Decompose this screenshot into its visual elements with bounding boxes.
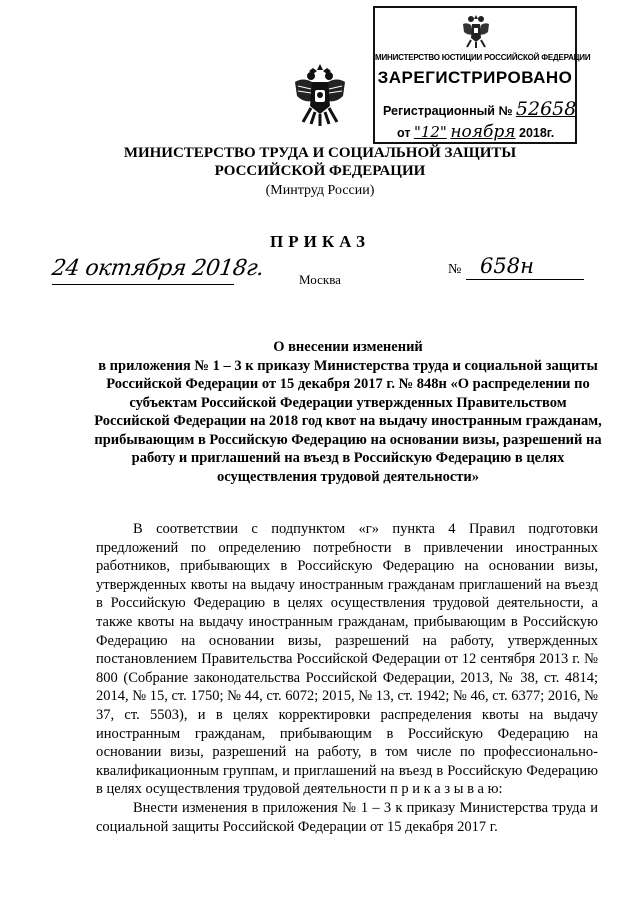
registration-stamp (373, 6, 591, 144)
stamp-date-month: ноября (450, 122, 516, 142)
heading-line1: О внесении изменений (273, 339, 423, 355)
eagle-emblem-icon (461, 12, 491, 50)
order-date: 24 октября 2018г. (50, 256, 266, 281)
order-title: ПРИКАЗ (270, 232, 370, 251)
body-paragraph-2: Внести изменения в приложения № 1 – 3 к приказу Министерства труда и социальной защиты Российской Федерации от 15 декабря 2017 г. (96, 799, 598, 835)
stamp-ministry-name: МИНИСТЕРСТВО ЮСТИЦИИ РОССИЙСКОЙ ФЕДЕРАЦИИ (375, 53, 591, 62)
ministry-name-line2: РОССИЙСКОЙ ФЕДЕРАЦИИ (214, 163, 426, 179)
order-number: 658н (480, 254, 534, 278)
ministry-short-name: (Минтруд России) (265, 183, 375, 198)
document-body (96, 520, 598, 836)
heading-line2: в приложения № 1 – 3 к приказу Министерства труда и социальной защиты Российской Федерации от 15 декабря 2017 г. № 848н «О распределении по субъектам Российской Федерации утвержденных Правительством Российской Федерации на 2018 год квот на выдачу иностранным гражданам, прибывающим в Российскую Федерацию на основании визы, разрешений на работу и приглашений на въезд в Российскую Федерацию в целях осуществления трудовой деятельности» (94, 357, 602, 485)
ministry-name (0, 144, 640, 180)
stamp-date-year: 2018г. (519, 126, 555, 140)
document-heading (90, 338, 606, 486)
order-city: Москва (299, 272, 341, 287)
order-number-label: № (448, 262, 462, 277)
stamp-date-prefix: от (397, 126, 411, 140)
stamp-registration-number (383, 98, 576, 120)
stamp-reg-value: 52658 (515, 98, 577, 120)
stamp-reg-label: Регистрационный № (383, 104, 513, 118)
stamp-date (397, 122, 554, 142)
stamp-title: ЗАРЕГИСТРИРОВАНО (377, 68, 573, 87)
body-paragraph-1: В соответствии с подпунктом «г» пункта 4 Правил подготовки предложений по определению потребности в привлечении иностранных работников, прибывающих в Российскую Федерацию на основании визы, утвержденных квоты на выдачу иностранным гражданам приглашений на въезд в Российскую Федерацию в целях осуществления трудовой деятельности, а также квоты на выдачу иностранным гражданам, прибывающим в Российскую Федерацию на основании визы, разрешений на работу, утвержденных постановлением Правительства Российской Федерации от 12 сентября 2013 г. № 800 (Собрание законодательства Российской Федерации, 2013, № 38, ст. 4814; 2014, № 15, ст. 1750; № 44, ст. 6072; 2015, № 13, ст. 1942; № 46, ст. 6377; 2016, № 37, ст. 5503), и в целях корректировки распределения квоты на выдачу иностранным гражданам, прибывающим в Российскую Федерацию на основании визы, разрешений на работу, в том числе по профессионально-квалификационным группам, и приглашений на въезд в Российскую Федерацию в целях осуществления трудовой деятельности п р и к а з ы в а ю: (96, 521, 598, 798)
ministry-name-line1: МИНИСТЕРСТВО ТРУДА И СОЦИАЛЬНОЙ ЗАЩИТЫ (123, 145, 517, 161)
stamp-date-day: "12" (413, 123, 447, 141)
coat-of-arms-icon (293, 62, 347, 128)
